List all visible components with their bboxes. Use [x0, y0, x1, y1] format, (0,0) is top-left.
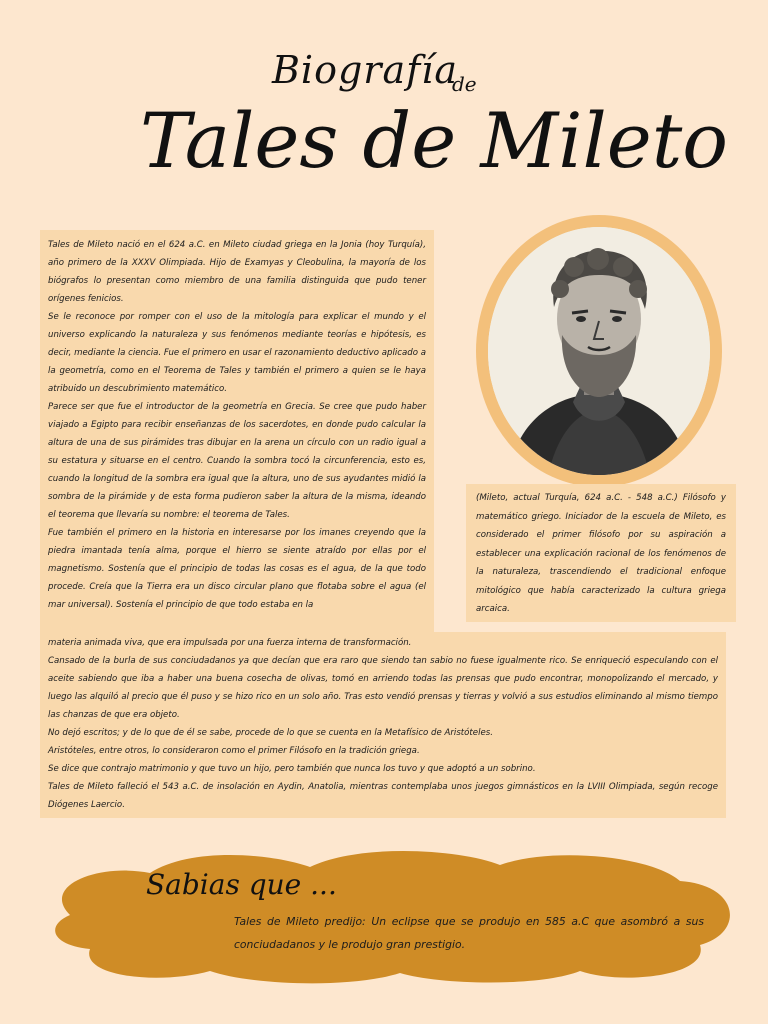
fun-fact-title: Sabias que ...: [146, 868, 337, 901]
title-de: de: [452, 72, 477, 96]
bio-paragraph: materia animada viva, que era impulsada por una fuerza interna de transformación.: [48, 638, 412, 648]
portrait-image: [488, 227, 710, 475]
bio-paragraph: No dejó escritos; y de lo que de él se sabe, procede de lo que se cuenta en la Metafísico de Aristóteles.: [48, 728, 493, 738]
bio-paragraph: Cansado de la burla de sus conciudadanos ya que decían que era raro que siendo tan sabio no fuese igualmente rico. Se enriqueció especulando con el aceite sabiendo que iba a haber una buena cosecha de olivas, tomó en arriendo todas las prensas que pudo encontrar, monopolizando el mercado, y luego las alquiló al precio que él puso y se hizo rico en un solo año. Tras esto vendió prensas y tierras y volvió a sus estudios eliminando al mismo tiempo las chanzas de que era objeto.: [48, 656, 718, 720]
biography-bottom-panel: [40, 632, 726, 818]
bio-paragraph: Parece ser que fue el introductor de la geometría en Grecia. Se cree que pudo haber viajado a Egipto para recibir enseñanzas de los sacerdotes, en donde pudo calcular la altura de una de sus pirámides tras dibujar en la arena un círculo con un radio igual a su estatura y situarse en el centro. Cuando la sombra tocó la circunferencia, esto es, cuando la longitud de la sombra era igual que la altura, uno de sus ayudantes midió la sombra de la pirámide y de esta forma pudieron saber la altura de la misma, ideando el teorema que llevaría su nombre: el teorema de Tales.: [48, 402, 426, 520]
portrait-caption: [466, 484, 736, 622]
title-biografia: Biografía: [272, 48, 458, 92]
bio-paragraph: Se le reconoce por romper con el uso de la mitología para explicar el mundo y el universo explicando la naturaleza y sus fenómenos mediante teorías e hipótesis, es decir, mediante la ciencia. Fue el primero en usar el razonamiento deductivo aplicado a la geometría, como en el Teorema de Tales y también el primero a quien se le haya atribuido un descubrimiento matemático.: [48, 312, 426, 394]
bio-paragraph: Aristóteles, entre otros, lo consideraron como el primer Filósofo en la tradición griega.: [48, 746, 420, 756]
portrait-engraving: [488, 227, 710, 475]
fun-fact-text: Tales de Mileto predijo: Un eclipse que se produjo en 585 a.C que asombró a sus conciudadanos y le produjo gran prestigio.: [234, 915, 704, 951]
bio-paragraph: Fue también el primero en la historia en interesarse por los imanes creyendo que la piedra imantada tenía alma, porque el hierro se siente atraído por ellas por el magnetismo. Sostenía que el principio de todas las cosas es el agua, de la que todo procede. Creía que la Tierra era un disco circular plano que flotaba sobre el agua (el mar universal). Sostenía el principio de que todo estaba en la: [48, 528, 426, 610]
bio-paragraph: Se dice que contrajo matrimonio y que tuvo un hijo, pero también que nunca los tuvo y que adoptó a un sobrino.: [48, 764, 536, 774]
page-title: Tales de Mileto: [140, 96, 729, 185]
biography-left-panel: [40, 230, 434, 632]
bio-paragraph: Tales de Mileto falleció el 543 a.C. de insolación en Aydin, Anatolia, mientras contemplaba unos juegos gimnásticos en la LVIII Olimpiada, según recoge Diógenes Laercio.: [48, 782, 718, 810]
caption-text: (Mileto, actual Turquía, 624 a.C. - 548 a.C.) Filósofo y matemático griego. Iniciador de la escuela de Mileto, es considerado el primer filósofo por su aspiración a establecer una explicación racional de los fenómenos de la naturaleza, trascendiendo el tradicional enfoque mitológico que había caracterizado la cultura griega arcaica.: [476, 493, 726, 614]
bio-paragraph: Tales de Mileto nació en el 624 a.C. en Mileto ciudad griega en la Jonia (hoy Turquía), año primero de la XXXV Olimpiada. Hijo de Examyas y Cleobulina, la mayoría de los biógrafos lo presentan como miembro de una familia distinguida que pudo tener orígenes fenicios.: [48, 240, 426, 304]
